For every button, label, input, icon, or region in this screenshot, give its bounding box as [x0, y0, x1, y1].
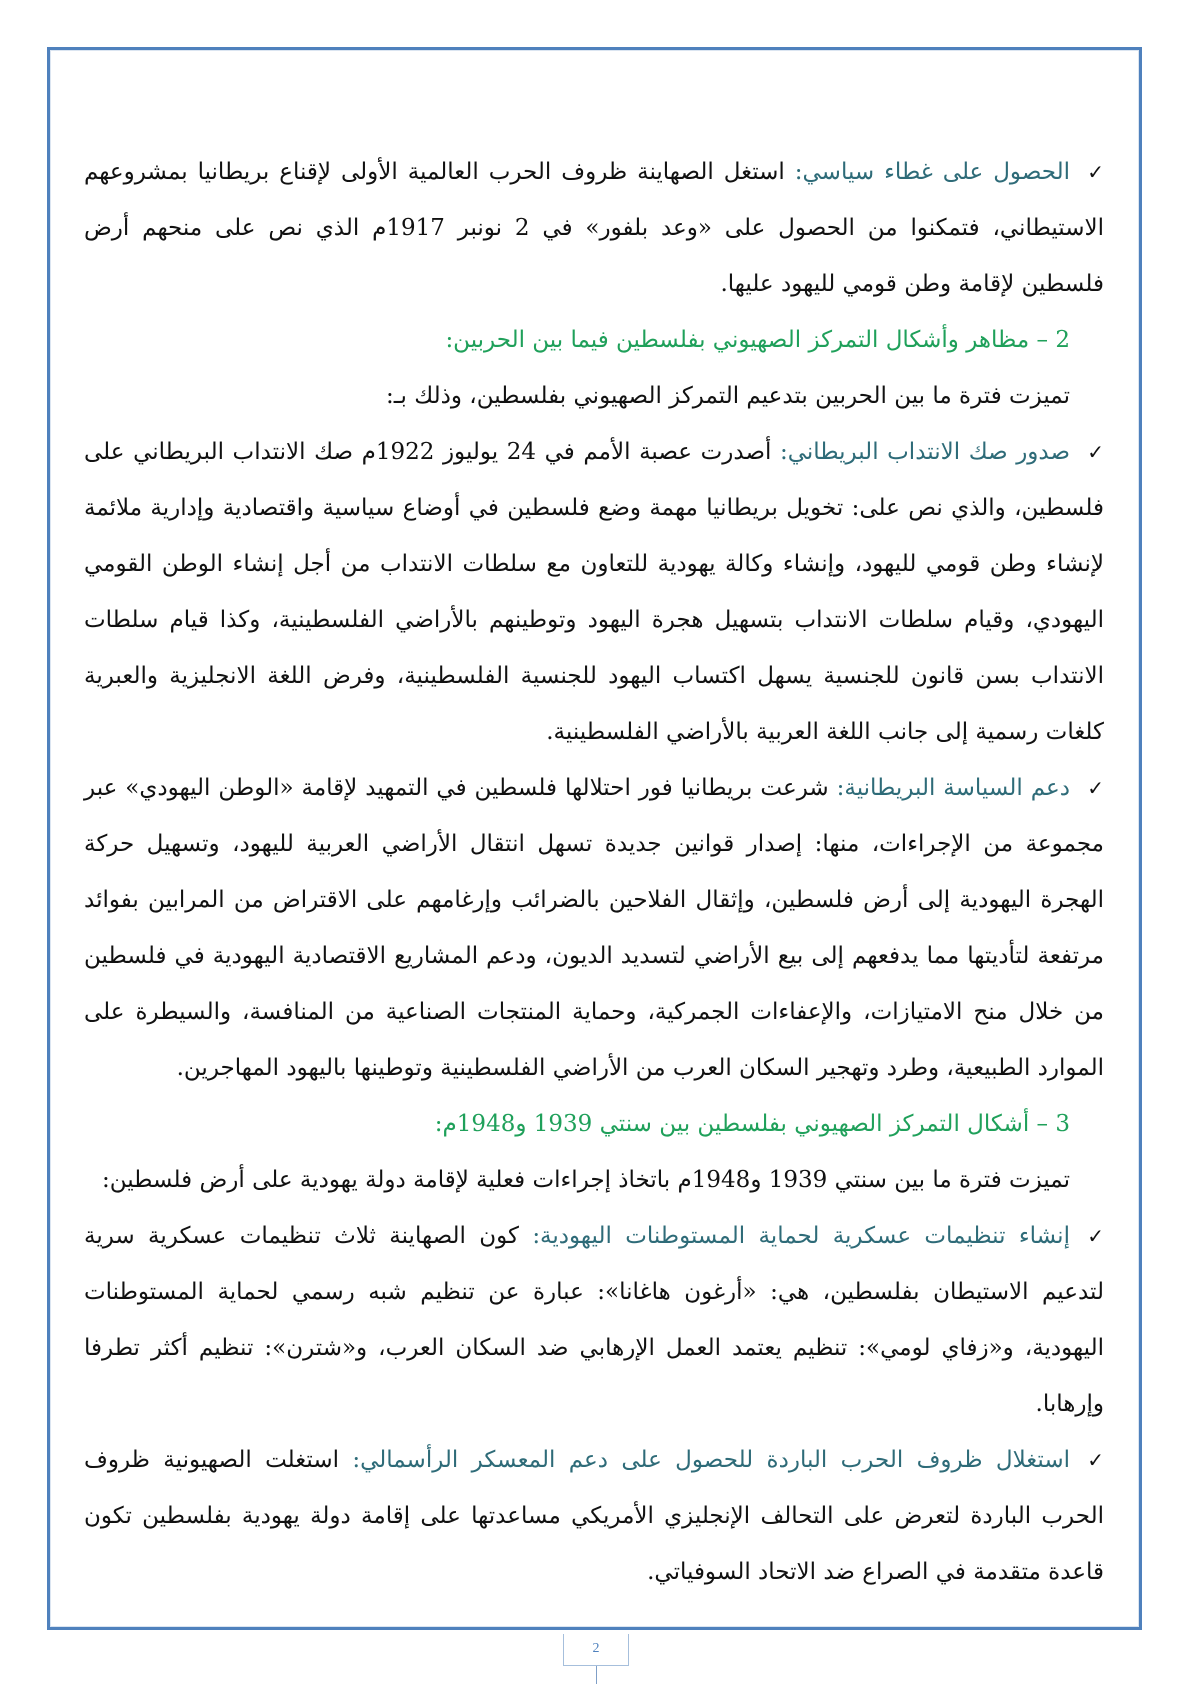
checkmark-icon: ✓	[1087, 776, 1104, 800]
bullet-political-cover	[84, 144, 1104, 312]
bullet-lead: إنشاء تنظيمات عسكرية لحماية المستوطنات اليهودية:	[532, 1223, 1070, 1249]
bullet-lead: الحصول على غطاء سياسي:	[794, 159, 1071, 185]
intro-paragraph-2: تميزت فترة ما بين الحربين بتدعيم التمركز الصهيوني بفلسطين، وذلك بـ:	[386, 383, 1070, 409]
bullet-text	[84, 1223, 1104, 1417]
intro-paragraph-3: تميزت فترة ما بين سنتي 1939 و1948م باتخاذ إجراءات فعلية لإقامة دولة يهودية على أرض فلسطين:	[101, 1167, 1070, 1193]
bullet-body: كون الصهاينة ثلاث تنظيمات عسكرية سرية لتدعيم الاستيطان بفلسطين، هي: «أرغون هاغانا»: عبارة عن تنظيم شبه رسمي لحماية المستوطنات اليهودية، و«زفاي لومي»: تنظيم يعتمد العمل الإرهابي ضد السكان العرب، و«شترن»: تنظيم أكثر تطرفا وإرهابا.	[84, 1223, 1105, 1417]
bullet-body: استغلت الصهيونية ظروف الحرب الباردة لتعرض على التحالف الإنجليزي الأمريكي مساعدتها على إقامة دولة يهودية بفلسطين تكون قاعدة متقدمة في الصراع ضد الاتحاد السوفياتي.	[84, 1447, 1104, 1585]
bullet-text	[84, 439, 1104, 745]
bullet-text	[84, 775, 1104, 1081]
checkmark-icon: ✓	[1087, 160, 1104, 184]
checkmark-icon: ✓	[1087, 1224, 1104, 1248]
page-number: 2	[563, 1634, 629, 1666]
bullet-military-organizations	[84, 1208, 1104, 1432]
section-heading-3: 3 – أشكال التمركز الصهيوني بفلسطين بين سنتي 1939 و1948م:	[434, 1111, 1070, 1137]
bullet-mandate	[84, 424, 1104, 760]
bullet-body: أصدرت عصبة الأمم في 24 يوليوز 1922م صك الانتداب البريطاني على فلسطين، والذي نص على: تخويل بريطانيا مهمة وضع فلسطين في أوضاع سياسية واقتصادية وإدارية ملائمة لإنشاء وطن قومي لليهود، وإنشاء وكالة يهودية للتعاون مع سلطات الانتداب من أجل إنشاء الوطن القومي اليهودي، وقيام سلطات الانتداب بتسهيل هجرة اليهود وتوطينهم بالأراضي الفلسطينية، وكذا قيام سلطات الانتداب بسن قانون للجنسية يسهل اكتساب اليهود للجنسية الفلسطينية، وفرض اللغة الانجليزية والعبرية كلغات رسمية إلى جانب اللغة العربية بالأراضي الفلسطينية.	[84, 439, 1104, 745]
checkmark-icon: ✓	[1087, 440, 1104, 464]
bullet-lead: دعم السياسة البريطانية:	[836, 775, 1070, 801]
bullet-cold-war	[84, 1432, 1104, 1600]
bullet-text	[84, 1447, 1104, 1585]
bullet-text	[84, 159, 1104, 297]
bullet-body: استغل الصهاينة ظروف الحرب العالمية الأولى لإقناع بريطانيا بمشروعهم الاستيطاني، فتمكنوا من الحصول على «وعد بلفور» في 2 نونبر 1917م الذي نص على منحهم أرض فلسطين لإقامة وطن قومي لليهود عليها.	[84, 159, 1104, 297]
bullet-lead: استغلال ظروف الحرب الباردة للحصول على دعم المعسكر الرأسمالي:	[352, 1447, 1070, 1473]
page-number-stem	[596, 1666, 597, 1684]
bullet-lead: صدور صك الانتداب البريطاني:	[779, 439, 1071, 465]
bullet-british-policy	[84, 760, 1104, 1096]
document-body	[84, 144, 1104, 1600]
section-heading-2: 2 – مظاهر وأشكال التمركز الصهيوني بفلسطين فيما بين الحربين:	[445, 327, 1070, 353]
checkmark-icon: ✓	[1087, 1448, 1104, 1472]
bullet-body: شرعت بريطانيا فور احتلالها فلسطين في التمهيد لإقامة «الوطن اليهودي» عبر مجموعة من الإجراءات، منها: إصدار قوانين جديدة تسهل انتقال الأراضي العربية لليهود، وتسهيل حركة الهجرة اليهودية إلى أرض فلسطين، وإثقال الفلاحين بالضرائب وإرغامهم على الاقتراض من المرابين بفوائد مرتفعة لتأديتها مما يدفعهم إلى بيع الأراضي لتسديد الديون، ودعم المشاريع الاقتصادية اليهودية في فلسطين من خلال منح الامتيازات، والإعفاءات الجمركية، وحماية المنتجات الصناعية من المنافسة، والسيطرة على الموارد الطبيعية، وطرد وتهجير السكان العرب من الأراضي الفلسطينية وتوطينها باليهود المهاجرين.	[84, 775, 1104, 1081]
